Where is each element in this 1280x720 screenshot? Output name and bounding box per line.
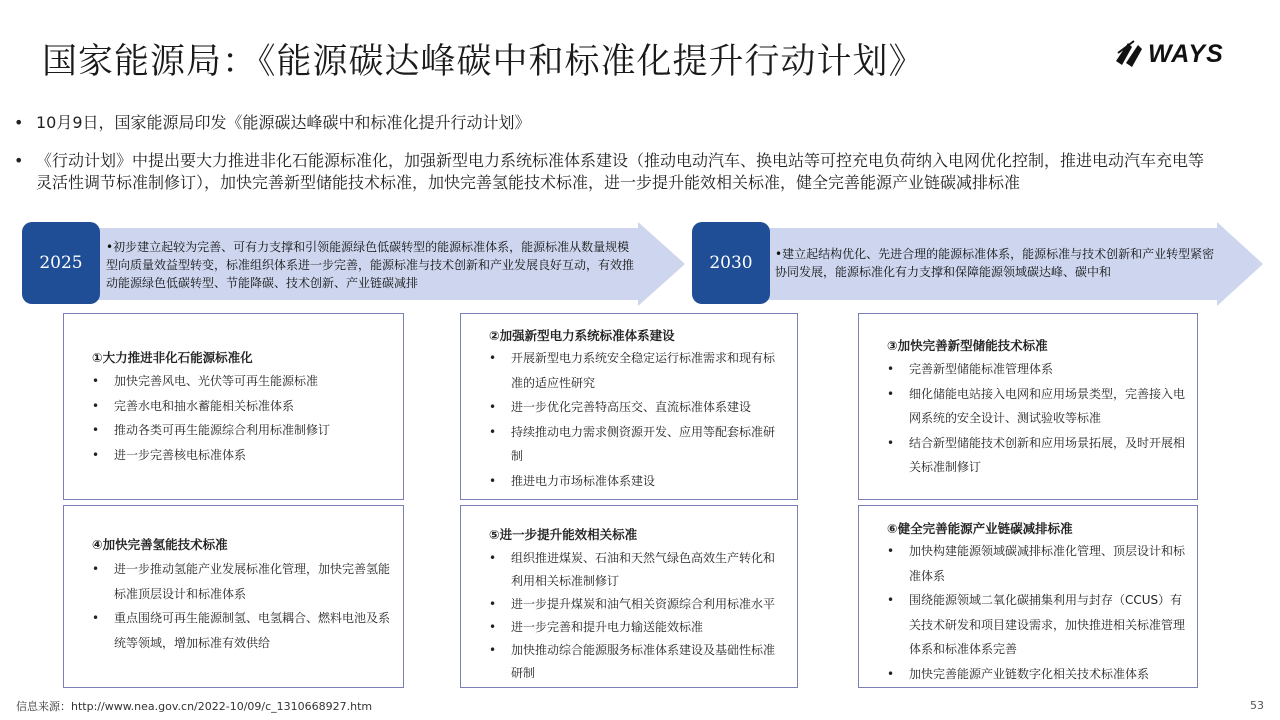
timeline-text: •初步建立起较为完善、可有力支撑和引领能源绿色低碳转型的能源标准体系，能源标准从数量规模型向质量效益型转变，标准组织体系进一步完善，能源标准与技术创新和产业发展良好互动，有效推动能源绿色低碳转型、节能降碳、技术创新、产业链碳减排 (106, 240, 635, 290)
list-item: • 加快完善风电、光伏等可再生能源标准 (92, 369, 392, 394)
list-item: • 进一步优化完善特高压交、直流标准体系建设 (489, 395, 779, 420)
timeline-arrow-2025 (70, 222, 685, 306)
list-item: • 进一步提升煤炭和油气相关资源综合利用标准水平 (489, 593, 784, 616)
list-item: • 完善水电和抽水蓄能相关标准体系 (92, 394, 392, 419)
list-item: • 组织推进煤炭、石油和天然气绿色高效生产转化和利用相关标准制修订 (489, 547, 784, 593)
card-title: ⑥健全完善能源产业链碳减排标准 (887, 521, 1073, 536)
list-item: • 进一步推动氢能产业发展标准化管理，加快完善氢能标准顶层设计和标准体系 (92, 557, 392, 606)
list-item: • 细化储能电站接入电网和应用场景类型，完善接入电网系统的安全设计、测试验收等标准 (887, 382, 1187, 431)
card-title: ④加快完善氢能技术标准 (92, 537, 228, 552)
card-list (887, 357, 1187, 480)
company-logo (1114, 36, 1224, 72)
bullet-text: 《行动计划》中提出要大力推进非化石能源标准化，加强新型电力系统标准体系建设（推动电动汽车、换电站等可控充电负荷纳入电网优化控制，推进电动汽车充电等灵活性调节标准制修订），加快完善新型储能技术标准，加快完善氢能技术标准，进一步提升能效相关标准，健全完善能源产业链碳减排标准 (36, 151, 1205, 192)
source-note: 信息来源：http://www.nea.gov.cn/2022-10/09/c_1310668927.htm (16, 700, 373, 713)
list-item: • 重点围绕可再生能源制氢、电氢耦合、燃料电池及系统等领域，增加标准有效供给 (92, 606, 392, 655)
logo-text: WAYS (1148, 39, 1224, 68)
year-badge-2030: 2030 (692, 222, 770, 304)
card-hydrogen (63, 505, 404, 688)
bullet-text: 10月9日，国家能源局印发《能源碳达峰碳中和标准化提升行动计划》 (36, 113, 531, 132)
list-item: • 推进电力市场标准体系建设 (489, 469, 779, 494)
list-item: • 持续推动电力需求侧资源开发、应用等配套标准研制 (489, 420, 779, 469)
bullet-item (14, 112, 814, 134)
year-badge-2025: 2025 (22, 222, 100, 304)
card-list (887, 539, 1187, 686)
card-list (489, 346, 779, 493)
bullet-dot: • (14, 113, 24, 132)
list-item: • 完善新型储能标准管理体系 (887, 357, 1187, 382)
timeline-text: •建立起结构优化、先进合理的能源标准体系，能源标准与技术创新和产业转型紧密协同发展，能源标准化有力支撑和保障能源领域碳达峰、碳中和 (775, 247, 1215, 279)
page-number: 53 (1250, 699, 1264, 712)
card-energy-efficiency (460, 505, 798, 688)
card-title: ⑤进一步提升能效相关标准 (489, 527, 638, 542)
card-non-fossil-energy (63, 313, 404, 500)
card-power-system (460, 313, 798, 500)
list-item: • 加快构建能源领域碳减排标准化管理、顶层设计和标准体系 (887, 539, 1187, 588)
list-item: • 加快完善能源产业链数字化相关技术标准体系 (887, 662, 1187, 687)
bullet-item (14, 150, 1214, 220)
card-title: ③加快完善新型储能技术标准 (887, 338, 1048, 353)
card-energy-storage (858, 313, 1198, 500)
card-list (489, 547, 784, 685)
list-item: • 围绕能源领域二氧化碳捕集利用与封存（CCUS）有关技术研发和项目建设需求，加快推进相关标准管理体系和标准体系完善 (887, 588, 1187, 662)
bullet-dot: • (14, 151, 24, 170)
card-carbon-reduction (858, 505, 1198, 688)
card-title: ②加强新型电力系统标准体系建设 (489, 328, 675, 343)
card-title: ①大力推进非化石能源标准化 (92, 350, 253, 365)
page-title: 国家能源局：《能源碳达峰碳中和标准化提升行动计划》 (42, 42, 925, 82)
list-item: • 结合新型储能技术创新和应用场景拓展，及时开展相关标准制修订 (887, 431, 1187, 480)
list-item: • 加快推动综合能源服务标准体系建设及基础性标准研制 (489, 639, 784, 685)
timeline-arrow-2030 (735, 222, 1263, 306)
list-item: • 推动各类可再生能源综合利用标准制修订 (92, 418, 392, 443)
list-item: • 开展新型电力系统安全稳定运行标准需求和现有标准的适应性研究 (489, 346, 779, 395)
card-list (92, 369, 392, 467)
list-item: • 进一步完善核电标准体系 (92, 443, 392, 468)
list-item: • 进一步完善和提升电力输送能效标准 (489, 616, 784, 639)
ways-logo-icon (1114, 39, 1146, 69)
card-list (92, 557, 392, 655)
